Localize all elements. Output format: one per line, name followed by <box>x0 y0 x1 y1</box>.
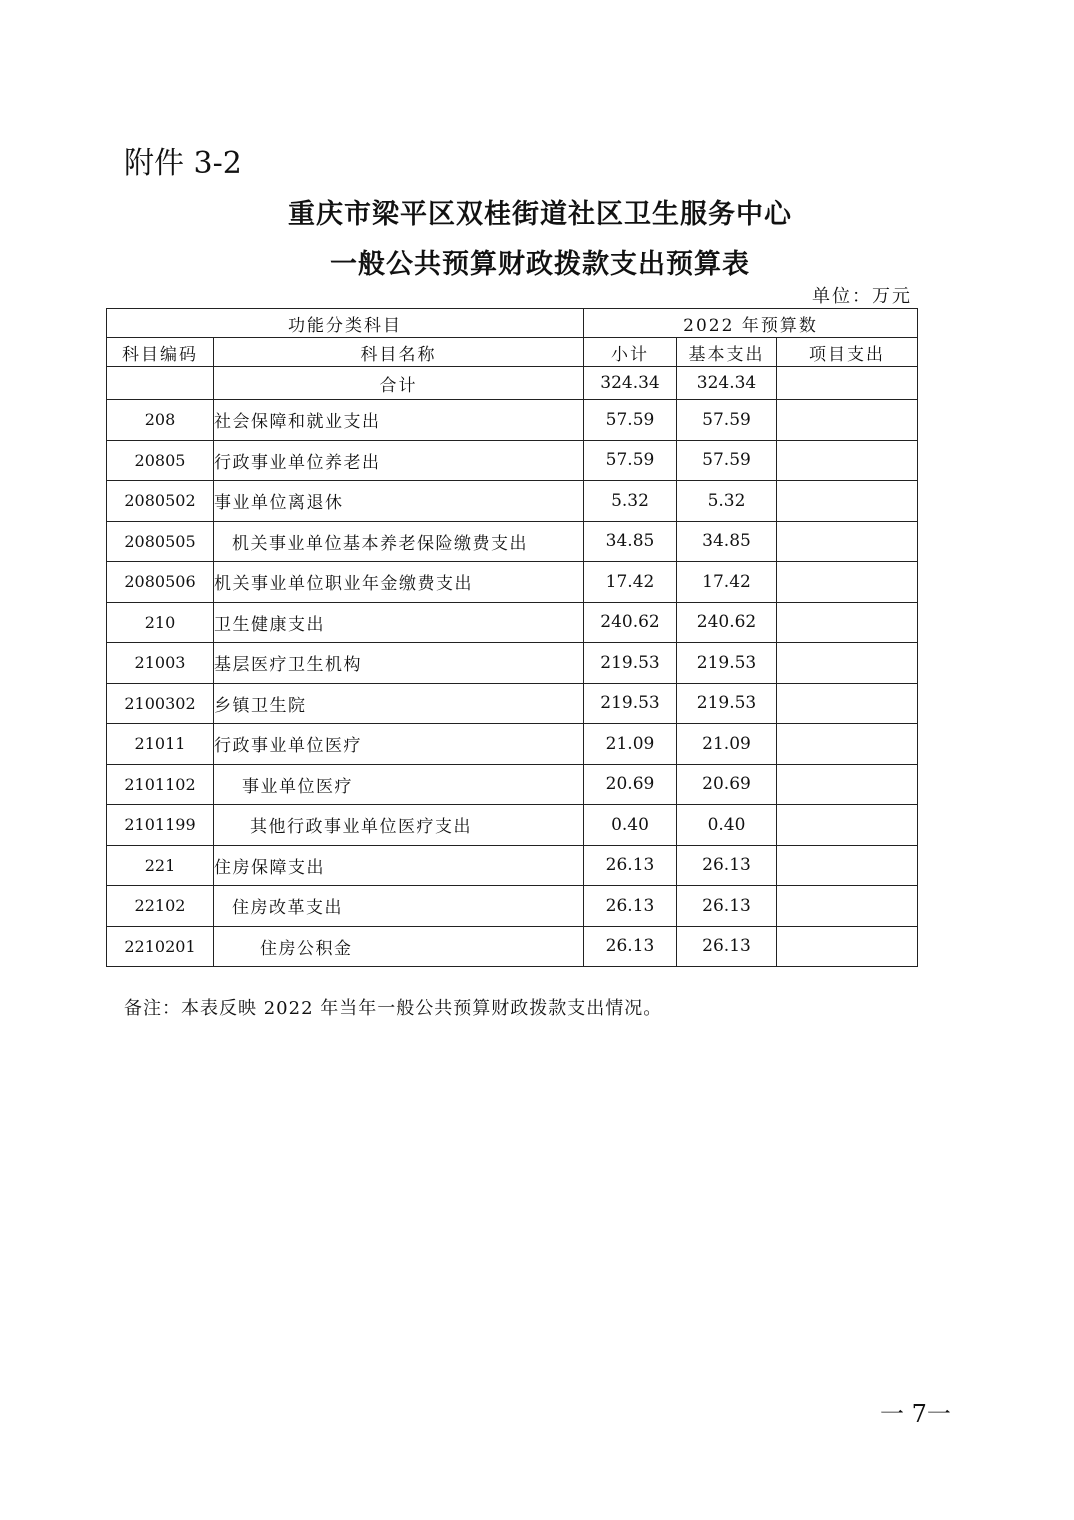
row-project <box>777 845 918 886</box>
row-project <box>777 643 918 684</box>
row-basic: 26.13 <box>677 845 777 886</box>
row-name: 基层医疗卫生机构 <box>214 643 584 684</box>
row-subtotal: 219.53 <box>584 683 677 724</box>
header-project: 项目支出 <box>777 338 918 367</box>
table-row <box>107 400 918 441</box>
row-basic: 21.09 <box>677 724 777 765</box>
row-subtotal: 26.13 <box>584 886 677 927</box>
total-project <box>777 367 918 400</box>
header-basic: 基本支出 <box>677 338 777 367</box>
budget-table <box>106 308 918 967</box>
header-code: 科目编码 <box>107 338 214 367</box>
row-name: 住房保障支出 <box>214 845 584 886</box>
row-name: 机关事业单位基本养老保险缴费支出 <box>214 521 584 562</box>
row-code: 221 <box>107 845 214 886</box>
row-code: 2100302 <box>107 683 214 724</box>
row-name: 事业单位离退休 <box>214 481 584 522</box>
row-project <box>777 481 918 522</box>
total-code <box>107 367 214 400</box>
header-function-category: 功能分类科目 <box>107 309 584 338</box>
row-project <box>777 886 918 927</box>
row-code: 21003 <box>107 643 214 684</box>
row-project <box>777 805 918 846</box>
row-name: 住房公积金 <box>214 926 584 967</box>
row-code: 208 <box>107 400 214 441</box>
row-code: 2080506 <box>107 562 214 603</box>
table-row <box>107 521 918 562</box>
total-label: 合计 <box>214 367 584 400</box>
row-project <box>777 562 918 603</box>
row-name: 行政事业单位医疗 <box>214 724 584 765</box>
row-project <box>777 764 918 805</box>
row-subtotal: 26.13 <box>584 845 677 886</box>
row-name: 其他行政事业单位医疗支出 <box>214 805 584 846</box>
row-project <box>777 724 918 765</box>
row-code: 2080505 <box>107 521 214 562</box>
page-number: 一 7一 <box>880 1400 951 1428</box>
row-basic: 26.13 <box>677 926 777 967</box>
row-code: 22102 <box>107 886 214 927</box>
row-code: 2101199 <box>107 805 214 846</box>
header-budget-year: 2022 年预算数 <box>584 309 918 338</box>
row-project <box>777 683 918 724</box>
table-row <box>107 845 918 886</box>
row-basic: 26.13 <box>677 886 777 927</box>
row-basic: 17.42 <box>677 562 777 603</box>
row-basic: 57.59 <box>677 440 777 481</box>
row-name: 行政事业单位养老出 <box>214 440 584 481</box>
row-basic: 219.53 <box>677 643 777 684</box>
row-name: 机关事业单位职业年金缴费支出 <box>214 562 584 603</box>
row-subtotal: 0.40 <box>584 805 677 846</box>
table-row <box>107 805 918 846</box>
row-basic: 20.69 <box>677 764 777 805</box>
row-subtotal: 57.59 <box>584 400 677 441</box>
row-project <box>777 440 918 481</box>
table-row <box>107 926 918 967</box>
row-basic: 0.40 <box>677 805 777 846</box>
table-row <box>107 683 918 724</box>
total-subtotal: 324.34 <box>584 367 677 400</box>
row-subtotal: 219.53 <box>584 643 677 684</box>
row-subtotal: 5.32 <box>584 481 677 522</box>
table-row <box>107 643 918 684</box>
row-project <box>777 521 918 562</box>
table-row <box>107 562 918 603</box>
header-subtotal: 小计 <box>584 338 677 367</box>
row-subtotal: 17.42 <box>584 562 677 603</box>
table-row <box>107 440 918 481</box>
total-basic: 324.34 <box>677 367 777 400</box>
row-code: 210 <box>107 602 214 643</box>
row-subtotal: 240.62 <box>584 602 677 643</box>
row-code: 2210201 <box>107 926 214 967</box>
row-name: 卫生健康支出 <box>214 602 584 643</box>
row-basic: 219.53 <box>677 683 777 724</box>
row-name: 住房改革支出 <box>214 886 584 927</box>
row-basic: 34.85 <box>677 521 777 562</box>
row-subtotal: 34.85 <box>584 521 677 562</box>
row-code: 2101102 <box>107 764 214 805</box>
row-code: 2080502 <box>107 481 214 522</box>
row-project <box>777 602 918 643</box>
row-name: 社会保障和就业支出 <box>214 400 584 441</box>
table-row <box>107 602 918 643</box>
table-row <box>107 886 918 927</box>
row-basic: 57.59 <box>677 400 777 441</box>
row-basic: 5.32 <box>677 481 777 522</box>
row-subtotal: 21.09 <box>584 724 677 765</box>
row-code: 20805 <box>107 440 214 481</box>
row-subtotal: 26.13 <box>584 926 677 967</box>
unit-label: 单位：万元 <box>812 286 912 307</box>
row-project <box>777 400 918 441</box>
table-row <box>107 764 918 805</box>
row-project <box>777 926 918 967</box>
row-name: 事业单位医疗 <box>214 764 584 805</box>
total-row <box>107 367 918 400</box>
footnote: 备注：本表反映 2022 年当年一般公共预算财政拨款支出情况。 <box>124 998 663 1019</box>
document-title-line2: 一般公共预算财政拨款支出预算表 <box>330 249 750 280</box>
table-row <box>107 481 918 522</box>
attachment-label: 附件 3-2 <box>124 146 242 181</box>
row-name: 乡镇卫生院 <box>214 683 584 724</box>
document-title-line1: 重庆市梁平区双桂街道社区卫生服务中心 <box>288 199 792 230</box>
row-subtotal: 20.69 <box>584 764 677 805</box>
header-name: 科目名称 <box>214 338 584 367</box>
row-basic: 240.62 <box>677 602 777 643</box>
table-row <box>107 724 918 765</box>
row-code: 21011 <box>107 724 214 765</box>
row-subtotal: 57.59 <box>584 440 677 481</box>
